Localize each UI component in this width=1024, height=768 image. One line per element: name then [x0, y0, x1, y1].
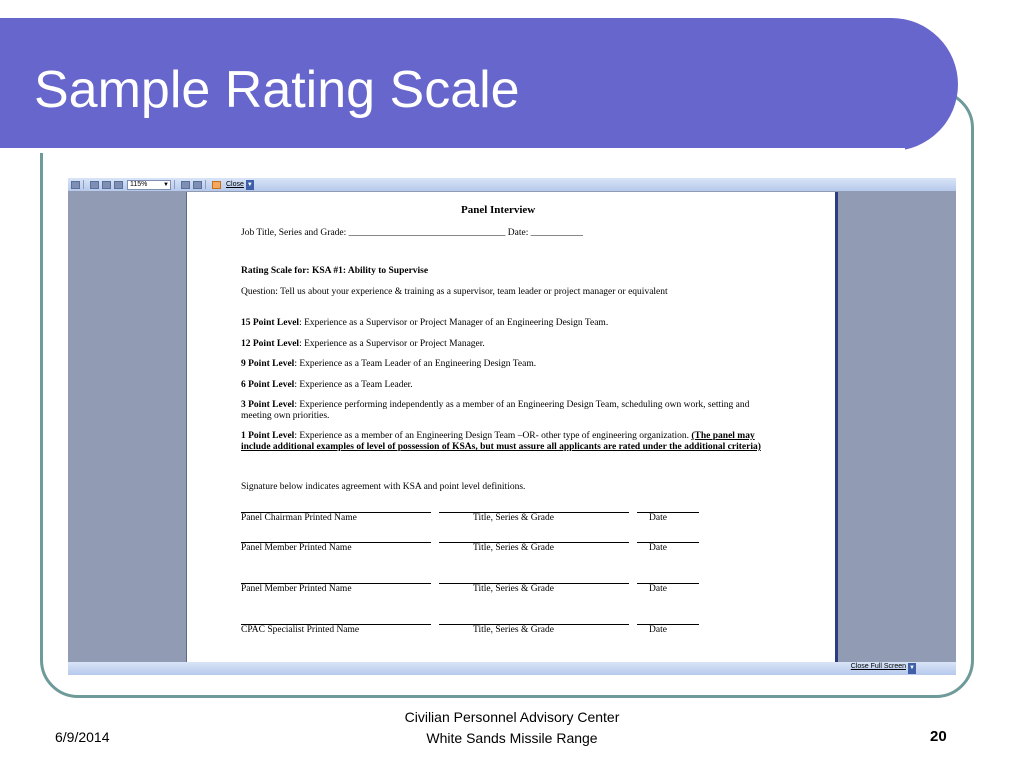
print-icon[interactable]	[90, 181, 99, 189]
signature-name-label: Panel Member Printed Name	[241, 543, 352, 553]
footer-org-line: White Sands Missile Range	[426, 730, 598, 746]
signature-name-label: Panel Chairman Printed Name	[241, 513, 357, 523]
signature-line	[637, 542, 699, 543]
save-icon[interactable]	[71, 181, 80, 189]
signature-line	[637, 512, 699, 513]
signature-line	[637, 583, 699, 584]
level-item: 12 Point Level: Experience as a Supervisor or Project Manager.	[241, 339, 485, 349]
viewer-status-bar	[68, 662, 956, 675]
question-text: Question: Tell us about your experience & training as a supervisor, team leader or project manager or equivalent	[241, 287, 668, 297]
level-item: 1 Point Level: Experience as a member of an Engineering Design Team –OR- other type of engineering organization. (The panel may include additional examples of level of possession of KSAs, but must assure all applicants are rated under the additional criteria)	[241, 431, 761, 452]
viewer-toolbar	[68, 178, 956, 191]
signature-name-label: Panel Member Printed Name	[241, 584, 352, 594]
signature-line	[637, 624, 699, 625]
signature-date-label: Date	[649, 625, 667, 635]
toolbar-separator	[83, 180, 84, 189]
signature-date-label: Date	[649, 543, 667, 553]
title-bar	[0, 18, 958, 151]
footer-org-line: Civilian Personnel Advisory Center	[404, 709, 620, 725]
zoom-value: 115%	[130, 180, 148, 188]
full-screen-icon[interactable]	[212, 181, 221, 189]
document-heading: Panel Interview	[461, 204, 536, 216]
signature-date-label: Date	[649, 584, 667, 594]
close-button[interactable]: Close	[226, 181, 244, 188]
level-item: 9 Point Level: Experience as a Team Leader of an Engineering Design Team.	[241, 359, 537, 369]
zoom-select[interactable]	[127, 180, 171, 190]
signature-intro: Signature below indicates agreement with KSA and point level definitions.	[241, 482, 526, 492]
signature-date-label: Date	[649, 513, 667, 523]
level-item: 15 Point Level: Experience as a Supervisor or Project Manager of an Engineering Design Team.	[241, 318, 609, 328]
signature-title-label: Title, Series & Grade	[473, 543, 554, 553]
level-item: 6 Point Level: Experience as a Team Leader.	[241, 380, 413, 390]
signature-name-label: CPAC Specialist Printed Name	[241, 625, 360, 635]
chevron-down-icon[interactable]: ▼	[246, 181, 253, 188]
signature-title-label: Title, Series & Grade	[473, 584, 554, 594]
footer-date: 6/9/2014	[55, 729, 110, 745]
signature-title-label: Title, Series & Grade	[473, 513, 554, 523]
close-full-screen-button[interactable]: Close Full Screen	[850, 663, 906, 670]
job-title-line: Job Title, Series and Grade: _________________________________ Date: ___________	[241, 228, 583, 238]
chevron-down-icon[interactable]: ▼	[908, 663, 916, 674]
chevron-down-icon: ▼	[163, 181, 169, 188]
signature-title-label: Title, Series & Grade	[473, 625, 554, 635]
slide-title: Sample Rating Scale	[34, 61, 520, 119]
document-page	[186, 192, 838, 662]
footer-organization	[342, 707, 682, 749]
page-back-icon[interactable]	[181, 181, 190, 189]
single-page-icon[interactable]	[102, 181, 111, 189]
toolbar-separator	[174, 180, 175, 189]
title-underline	[0, 148, 905, 153]
rating-scale-label: Rating Scale for: KSA #1: Ability to Supervise	[241, 266, 429, 276]
toolbar-separator	[205, 180, 206, 189]
level-item: 3 Point Level: Experience performing independently as a member of an Engineering Design Team, scheduling own work, setting and meeting own priorities.	[241, 400, 750, 421]
page-forward-icon[interactable]	[193, 181, 202, 189]
two-page-icon[interactable]	[114, 181, 123, 189]
slide-page-number: 20	[930, 728, 947, 745]
document-viewer	[68, 178, 956, 675]
